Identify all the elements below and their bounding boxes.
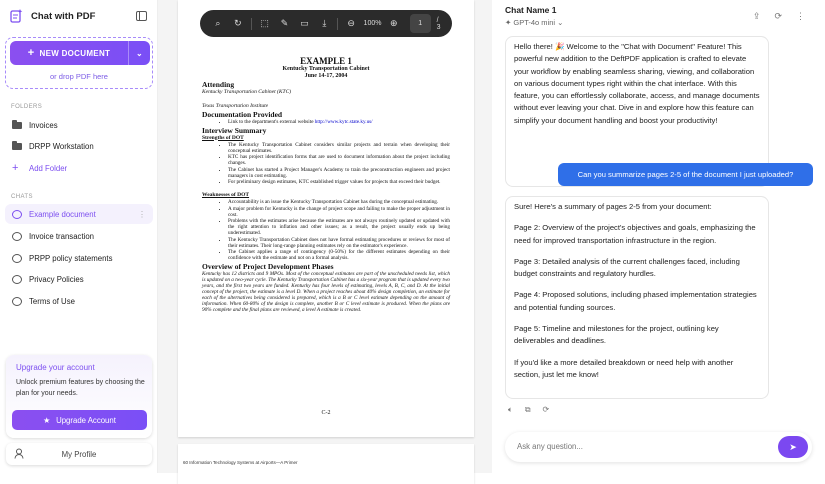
heading-summary: Interview Summary [202, 125, 267, 135]
chat-item-terms-of-use[interactable] [5, 291, 153, 311]
chevron-down-icon: ⌄ [555, 18, 564, 27]
collapse-sidebar-icon[interactable] [136, 11, 147, 21]
app-title: Chat with PDF [31, 10, 96, 22]
list-item: • For preliminary design estimates, KTC established trigger values for projects that exceed their budget. [228, 179, 450, 185]
plus-icon: + [27, 47, 35, 59]
share-icon[interactable]: ⇪ [752, 11, 761, 21]
reply-paragraph: Page 5: Timeline and milestones for the project, outlining key deliverables and deadlines. [514, 324, 719, 346]
divider [251, 18, 252, 30]
folder-drpp-workstation[interactable] [5, 136, 153, 156]
heading-documentation: Documentation Provided [202, 110, 283, 119]
page2-footer: 60 Information Technology Systems at Airports—A Primer [183, 460, 298, 465]
folders-label: FOLDERS [11, 104, 43, 110]
drop-zone[interactable] [5, 37, 153, 89]
overview-paragraph: Kentucky has 12 districts and 9 MPOs. Most of the conceptual estimates are part of the unscheduled needs list, which is updated on a two-year cycle. The Kentucky Transportation Cabinet has a six-year program that is updated every two years, and the first two years are funded. Kentucky has four levels of estimating, levels A, B, C, and D. At the initial concept of the project, the estimate is a level D. When a project reaches about 40% design completion, an estimate for each of the alternatives being considered is prepared, which is a B or C level estimate depending on the amount of information. When 60-80% of the design is complete, another B or C level estimate is produced. When the plans are 90% complete and the final plans are reviewed, a level A estimate is created. [202, 270, 450, 313]
folder-icon [12, 122, 22, 129]
input-placeholder: Ask any question... [517, 442, 583, 451]
chat-label: Terms of Use [29, 296, 75, 306]
pdf-page [178, 0, 474, 437]
chat-item-prpp-policy[interactable] [5, 248, 153, 268]
app-brand [10, 9, 95, 23]
folder-label: DRPP Workstation [29, 141, 94, 151]
doc-title: EXAMPLE 1 [300, 56, 352, 66]
chat-bubble-icon [12, 275, 22, 284]
add-folder-button[interactable] [5, 158, 153, 178]
chat-pdf-logo-icon [10, 9, 23, 23]
weaknesses-list [228, 199, 450, 261]
heading-overview: Overview of Project Development Phases [202, 261, 334, 271]
refresh-icon[interactable]: ⟳ [774, 11, 782, 21]
search-icon[interactable]: ⌕ [215, 18, 221, 28]
attendee: Texas Transportation Institute [202, 103, 269, 109]
upgrade-title: Upgrade your account [16, 363, 95, 372]
model-selector[interactable] [505, 18, 563, 27]
list-item: • Problems with the estimates arise because the estimates are not always routinely updated or updated with the right attention to inflation and other issues; as a result, the project usually ends up being underestimated. [228, 218, 450, 236]
upgrade-card [6, 355, 152, 438]
user-icon [14, 448, 24, 459]
my-profile-button[interactable] [6, 443, 152, 465]
page-number-input[interactable]: 1 [410, 14, 431, 33]
more-options-icon[interactable]: ⋮ [796, 11, 805, 21]
select-cursor-icon[interactable]: ⬚ [260, 18, 269, 28]
star-icon: ★ [43, 415, 51, 425]
list-item: • The Cabinet has started a Project Manager's Academy to train the preconstruction engineers and project managers in cost estimating. [228, 167, 450, 179]
pdf-viewer [158, 0, 492, 473]
chat-item-example-document[interactable] [5, 204, 153, 224]
model-label: GPT-4o mini [513, 18, 556, 27]
folder-icon [12, 143, 22, 150]
highlight-icon[interactable]: ✎ [280, 18, 289, 28]
website-link[interactable]: http://www.kytc.state.ky.us/ [314, 119, 373, 125]
doc-subtitle: Kentucky Transportation Cabinet [282, 66, 370, 72]
zoom-out-icon[interactable]: ⊖ [347, 18, 355, 28]
chat-panel [492, 0, 825, 473]
list-item: • KTC has project identification forms that are used to document information about the project including changes. [228, 154, 450, 166]
more-options-icon[interactable]: ⋮ [138, 209, 146, 219]
sidebar [0, 0, 158, 473]
pdf-toolbar [200, 10, 452, 37]
upgrade-account-button[interactable] [12, 410, 147, 430]
list-item: • The Kentucky Transportation Cabinet does not have formal estimating procedures or reviews for most of their estimates. Their long-range planning estimates rely on the estimator's experience. [228, 237, 450, 249]
list-item: • A major problem for Kentucky is the change of project scope and failing to make the proper adjustment in cost. [228, 206, 450, 218]
chat-item-invoice-transaction[interactable] [5, 226, 153, 246]
doc-date: June 14-17, 2004 [304, 73, 348, 79]
comment-icon[interactable]: ▭ [300, 18, 309, 28]
reply-paragraph: Page 3: Detailed analysis of the current challenges faced, including budget constraints and regulatory hurdles. [514, 256, 740, 279]
speaker-icon[interactable]: 🔈︎ [508, 405, 513, 414]
reply-paragraph: Page 2: Overview of the project's objectives and goals, emphasizing the need for improved transportation infrastructure in the region. [514, 223, 756, 245]
list-item: • Accountability is an issue the Kentucky Transportation Cabinet has during the conceptual estimating. [228, 199, 450, 205]
chat-bubble-icon [12, 254, 22, 263]
rotate-icon[interactable]: ↻ [234, 18, 242, 28]
link-text: Link to the department's external website [228, 119, 315, 125]
chat-bubble-icon [12, 210, 22, 219]
assistant-message [505, 196, 769, 399]
chevron-down-icon[interactable]: ⌄ [128, 41, 150, 65]
zoom-level: 100% [363, 20, 382, 27]
chat-item-privacy-policies[interactable] [5, 269, 153, 289]
page-footer: C-2 [321, 410, 331, 416]
upgrade-button-label: Upgrade Account [56, 415, 116, 425]
chat-bubble-icon [12, 232, 22, 241]
question-input[interactable] [505, 432, 812, 462]
list-item: • The Cabinet applies a range of contingency (0-50%) for the different estimates depending on their confidence with the estimate and not on a formal analysis. [228, 249, 450, 261]
copy-icon[interactable]: ⧉ [524, 405, 531, 414]
attendee: Kentucky Transportation Cabinet (KTC) [202, 89, 292, 95]
regenerate-icon[interactable]: ⟳ [542, 405, 550, 414]
add-folder-label: Add Folder [29, 163, 68, 173]
reply-paragraph: If you'd like a more detailed breakdown or need help with another section, just let me know! [514, 357, 734, 379]
download-icon[interactable]: ⤓ [322, 18, 327, 28]
list-item: • The Kentucky Transportation Cabinet considers similar projects and terrain when developing their conceptual estimates. [228, 142, 450, 154]
chat-label: Privacy Policies [29, 274, 84, 284]
chats-label: CHATS [11, 194, 33, 200]
upgrade-text: Unlock premium features by choosing the plan for your needs. [16, 379, 145, 397]
send-button[interactable]: ➤ [778, 436, 808, 458]
strengths-list [228, 142, 450, 186]
new-document-button[interactable] [10, 41, 150, 65]
heading-attending: Attending [202, 80, 235, 89]
message-text: Hello there! 🎉 Welcome to the "Chat with Document" Feature! This powerful new addition to the DeftPDF application is crafted to elevate your workflow by enabling seamless sharing, viewing, and collaboration on various document types right within the chat interface. With this feature, you can effortlessly collaborate, access, and manage documents without ever leaving your chat. Dive in and explore how this feature can simplify your document handling and boost your productivity! [514, 42, 760, 125]
chat-bubble-icon [12, 297, 22, 306]
user-message: Can you summarize pages 2-5 of the document I just uploaded? [558, 163, 813, 186]
divider [337, 18, 338, 30]
chat-name: Chat Name 1 [505, 5, 557, 15]
zoom-in-icon[interactable]: ⊕ [390, 18, 398, 28]
chat-label: PRPP policy statements [29, 253, 113, 263]
chat-label: Invoice transaction [29, 231, 95, 241]
profile-label: My Profile [61, 449, 97, 459]
pdf-page-2 [178, 444, 474, 484]
chat-label: Example document [29, 209, 96, 219]
reply-paragraph: Page 4: Proposed solutions, including phased implementation strategies and potential funding sources. [514, 290, 757, 312]
sparkle-icon: ✦ [505, 18, 514, 27]
folder-invoices[interactable] [5, 115, 153, 135]
reply-paragraph: Sure! Here's a summary of pages 2-5 from your document: [514, 202, 712, 211]
new-document-label: NEW DOCUMENT [39, 49, 111, 58]
drop-hint: or drop PDF here [50, 72, 108, 81]
folder-label: Invoices [29, 120, 58, 130]
heading-weaknesses: Weaknesses of DOT [202, 192, 250, 198]
plus-icon: + [12, 162, 19, 174]
heading-strengths: Strengths of DOT [202, 134, 244, 141]
page-total: / 3 [436, 16, 441, 31]
